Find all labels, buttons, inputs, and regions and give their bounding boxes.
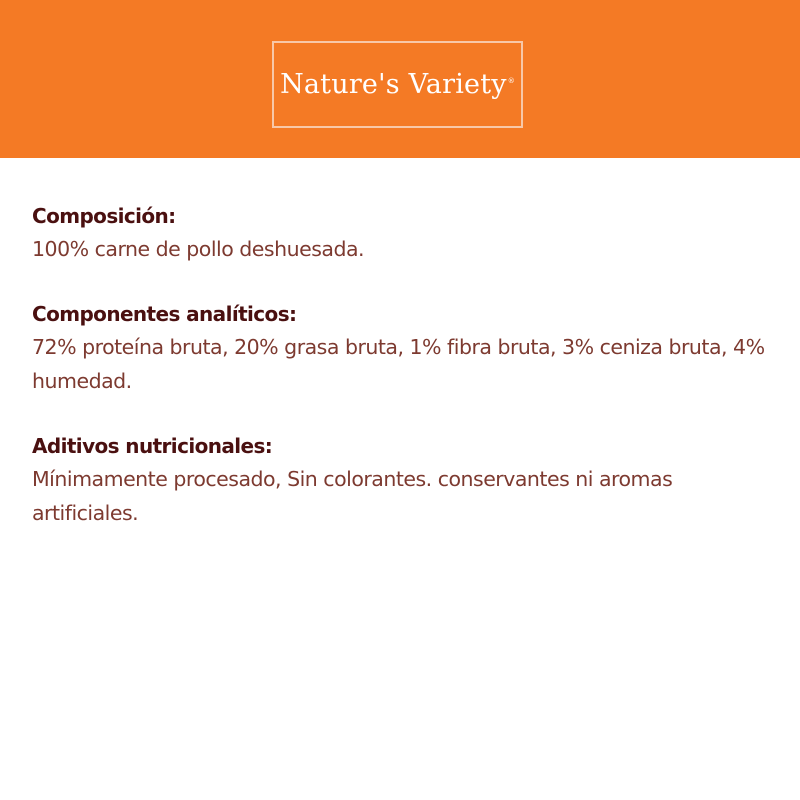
product-info (32, 200, 772, 562)
brand-name: Nature's Variety® (280, 69, 515, 100)
header-band (0, 0, 800, 158)
brand-logo (272, 41, 523, 128)
analytical-components-text: 72% proteína bruta, 20% grasa bruta, 1% fibra bruta, 3% ceniza bruta, 4% humedad. (32, 335, 765, 393)
analytical-components-section (32, 298, 772, 398)
composition-text: 100% carne de pollo deshuesada. (32, 237, 365, 261)
composition-section (32, 200, 772, 266)
registered-mark: ® (507, 77, 515, 85)
composition-title: Composición: (32, 204, 176, 228)
nutritional-additives-text: Mínimamente procesado, Sin colorantes. conservantes ni aromas artificiales. (32, 467, 673, 525)
nutritional-additives-section (32, 430, 772, 530)
nutritional-additives-title: Aditivos nutricionales: (32, 434, 273, 458)
analytical-components-title: Componentes analíticos: (32, 302, 297, 326)
